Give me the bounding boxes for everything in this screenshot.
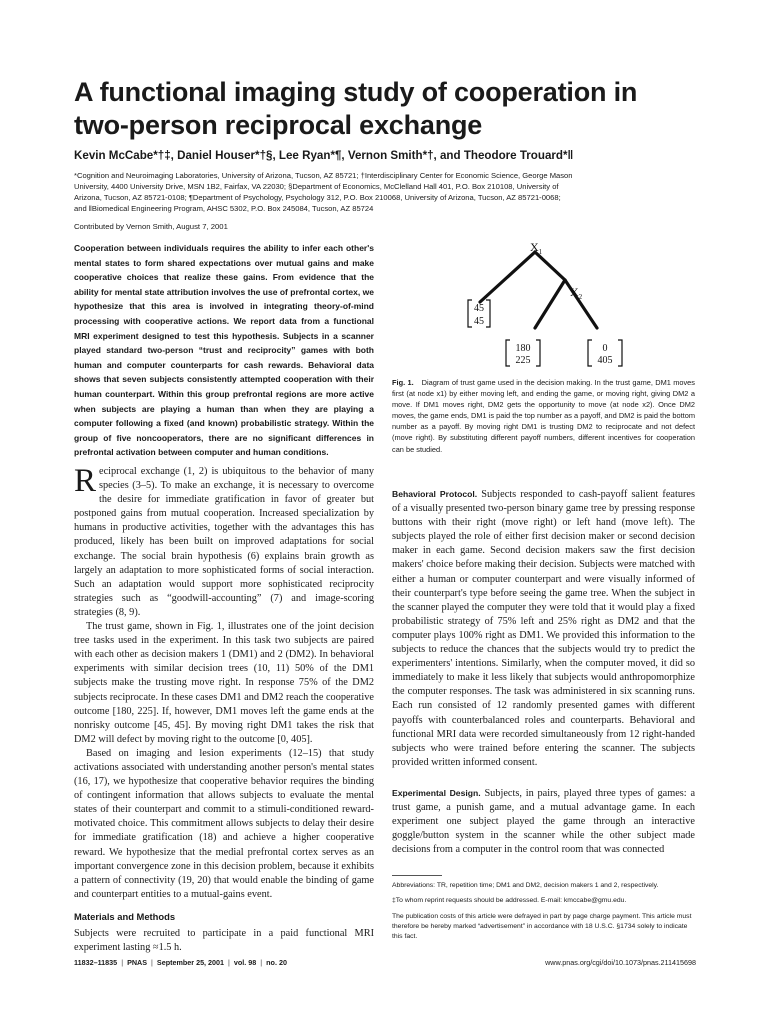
- payoff-mid-bracket-close: [536, 340, 540, 366]
- doi-link[interactable]: www.pnas.org/cgi/doi/10.1073/pnas.211415698: [545, 958, 696, 967]
- affiliation-line: *Cognition and Neuroimaging Laboratories, University of Arizona, Tucson, AZ 85721; †Interdisciplinary Center for Economic Science, George Mason: [74, 171, 573, 180]
- payoff-mid-top: 180: [515, 343, 531, 354]
- footnote-divider: [392, 875, 442, 876]
- payoff-left-bracket-open: [468, 300, 472, 327]
- separator: |: [260, 958, 263, 967]
- abstract: Cooperation between individuals requires the ability to infer each other's mental states to form shared expectations over mutual gains and make cooperative choices that realize these gains. From evidence that the ability for mental state attribution involves the use of prefrontal cortex, we hypothesize that this area is involved in integrating theory-of-mind processing with cooperative actions. We report data from a functional MRI experiment designed to test this hypothesis. Subjects in a scanner played standard two-person “trust and reciprocity” games with both human and computer counterparts for cash rewards. Behavioral data shows that seven subjects consistently attempted cooperation with their human counterpart. Within this group prefrontal regions are more active when subjects are playing a human than when they are playing a computer following a fixed (and known) probabilistic strategy. Within the group of five noncooperators, there are no significant differences in prefrontal activation between computer and human conditions.: [74, 243, 374, 458]
- footer-citation: [74, 958, 287, 967]
- paragraph: The trust game, shown in Fig. 1, illustrates one of the joint decision tree tasks used in the experiment. In this task two subjects are paired with each other as decision makers 1 (DM1) and 2 (DM2). In behavioral experiments with similar decision trees (10, 11) 50% of the DM1 subjects make the trusting move right. In response 75% of the DM2 subjects reciprocate. In these cases DM1 and DM2 reach the cooperative outcome [180, 225]. If, however, DM1 moves left the game ends at the nonrisky outcome [45, 45]. By moving right DM1 takes the risk that DM2 will defect by moving right to the outcome [0, 405].: [74, 621, 374, 745]
- paragraph: [392, 487, 695, 770]
- tree-edge-x1-right: [535, 252, 565, 280]
- payoff-left-top: 45: [474, 303, 484, 314]
- game-tree-diagram: [455, 240, 645, 370]
- page-title: A functional imaging study of cooperation in two-person reciprocal exchange: [74, 77, 638, 140]
- footnotes: [392, 881, 695, 947]
- body-column-right: [392, 487, 695, 857]
- author-list: Kevin McCabe*†‡, Daniel Houser*†§, Lee Ryan*¶, Vernon Smith*†, and Theodore Trouard*‖: [74, 149, 574, 162]
- affiliation-line: University, 4400 University Drive, MSN 1B2, Fairfax, VA 22030; §Department of Economics, McClelland Hall 401, P.O. Box 210108, University of: [74, 182, 559, 191]
- payoff-mid-bracket-open: [506, 340, 510, 366]
- node-x2-label: $X_2$: [570, 285, 583, 301]
- node-x1-label: $X_1$: [530, 240, 543, 256]
- payoff-right-bracket-close: [618, 340, 622, 366]
- payoff-left-bottom: 45: [474, 316, 484, 327]
- affiliations: [74, 170, 704, 214]
- figure-1-trust-game-tree: [455, 240, 645, 370]
- run-in-heading: Behavioral Protocol.: [392, 489, 478, 499]
- payoff-mid-bottom: 225: [515, 355, 531, 366]
- paragraph: Subjects were recruited to participate in a paid functional MRI experiment lasting ≈1.5 h.: [74, 928, 374, 954]
- issue-number: no. 20: [266, 958, 287, 967]
- drop-cap: R: [74, 463, 97, 499]
- page-footer: [74, 958, 696, 972]
- footnote: The publication costs of this article were defrayed in part by page charge payment. This article must therefore be hereby marked “advertisement” in accordance with 18 U.S.C. §1734 solely to indicate this fact.: [392, 912, 692, 941]
- tree-edge-x2-left: [535, 280, 565, 328]
- section-heading-methods: Materials and Methods: [74, 910, 176, 922]
- paragraph-text: Subjects, in pairs, played three types of games: a trust game, a punish game, and a mutual advantage game. In each experiment one subject played the game through an interactive goggle/button system in the scanner while the other subject made decisions from a computer in the control room that was connected: [392, 787, 696, 856]
- footnote: ‡To whom reprint requests should be addressed. E-mail: kmccabe@gmu.edu.: [392, 897, 627, 905]
- paragraph: [392, 786, 695, 857]
- payoff-left-bracket-close: [486, 300, 490, 327]
- payoff-right-bracket-open: [588, 340, 592, 366]
- body-column-left: [74, 465, 374, 955]
- volume: vol. 98: [233, 958, 257, 967]
- issue-date: September 25, 2001: [156, 958, 225, 967]
- figure-label: Fig. 1.: [392, 378, 414, 387]
- payoff-right-top: 0: [602, 343, 608, 354]
- caption-text: Diagram of trust game used in the decision making. In the trust game, DM1 moves first (at node x1) by either moving left, and ending the game, or moving right, giving DM2 a move. If DM1 moves right, DM2 gets the opportunity to move (at node x2). Once DM2 moves, the game ends, DM1 is paid the top number as a payoff, and DM2 is paid the bottom number as a payoff. By moving right DM1 is trusting DM2 to reciprocate and not defect (move right). By substituting different payoff numbers, different incentives for cooperation can be studied.: [392, 378, 695, 454]
- separator: |: [228, 958, 230, 967]
- run-in-heading: Experimental Design.: [392, 787, 481, 798]
- page-range: 11832–11835: [74, 958, 118, 967]
- separator: |: [151, 958, 153, 967]
- paragraph: Based on imaging and lesion experiments (12–15) that study activations associated with understanding another person's mental states (16, 17), we hypothesize that cooperative behavior requires the binding of contingent information that allows subjects to evaluate the mental states of their counterpart and commit to a stimuli-conditioned reward-motivated choice. This commitment allows subjects to delay their desire for immediate gratification (18) and achieve a higher cooperative reward. We hypothesize that the medial prefrontal cortex serves as an important convergence zone in this decision problem, because it exhibits a pattern of connectivity (19, 20) that would enable the binding of game and counterpart entities to a mutual-gains event.: [74, 747, 374, 900]
- affiliation-line: and ‖Biomedical Engineering Program, AHSC 5302, P.O. Box 245084, Tucson, AZ 85724: [74, 204, 374, 213]
- paragraph-text: eciprocal exchange (1, 2) is ubiquitous to the behavior of many species (3–5). To make an exchange, it is necessary to overcome the desire for immediate gratification in favor of greater but postponed gains from mutual cooperation. Increased specialization by humans in productive activities, together with the advantages this has produced, likely has been built on improved adaptations for social exchange. The social brain hypothesis (6) explains brain growth as largely an adaptation to more sophisticated forms of social interaction. Such an adaptation would support more sophisticated reciprocity strategies such as “goodwill-accounting” (7) and image-scoring strategies (8, 9).: [74, 466, 374, 618]
- footnote: Abbreviations: TR, repetition time; DM1 and DM2, decision makers 1 and 2, respectively.: [392, 882, 659, 889]
- payoff-right-bottom: 405: [597, 355, 613, 366]
- paragraph: [74, 465, 374, 620]
- paragraph-text: Subjects responded to cash-payoff salient features of a visually presented two-person binary game tree by pressing response buttons with their right (move right) or left hand (move left). The subjects played the role of either first decision maker or second decision maker in each game. Second decision makers saw the first decision makers' choice before making their decision. Subjects were matched with either a human or computer counterpart and were visually informed of their counterpart's type before seeing the game tree. When the subject in the scanner played the computer they were told that it would play a fixed probabilistic strategy of 75% left and 25% right as DM2 and that the computer plays 100% right as DM1. We provided this information to the subjects to reduce the chances that the subjects would try to predict the experimenters' intentions. Similarly, when the computer moved, it did so immediately to make it less likely that subjects would anthropomorphize the computer responses. The task was administered in six scanning runs. Each run consisted of 12 randomly presented games with different payoffs with counterbalanced roles and counterparts. Behavioral and functional MRI data were recorded simultaneously from 12 right-handed subjects who were trained before entering the scanner. The subjects provided written informed consent.: [392, 489, 696, 768]
- separator: |: [121, 958, 124, 967]
- figure-caption: [392, 377, 695, 455]
- contributed-by: Contributed by Vernon Smith, August 7, 2001: [74, 222, 228, 231]
- affiliation-line: Arizona, Tucson, AZ 85721-0108; ¶Department of Psychology, Psychology 312, P.O. Box 210068, University of Arizona, Tucson, AZ 85721-0068;: [74, 193, 561, 202]
- journal-name: PNAS: [127, 958, 148, 967]
- tree-edge-x1-left: [480, 252, 535, 302]
